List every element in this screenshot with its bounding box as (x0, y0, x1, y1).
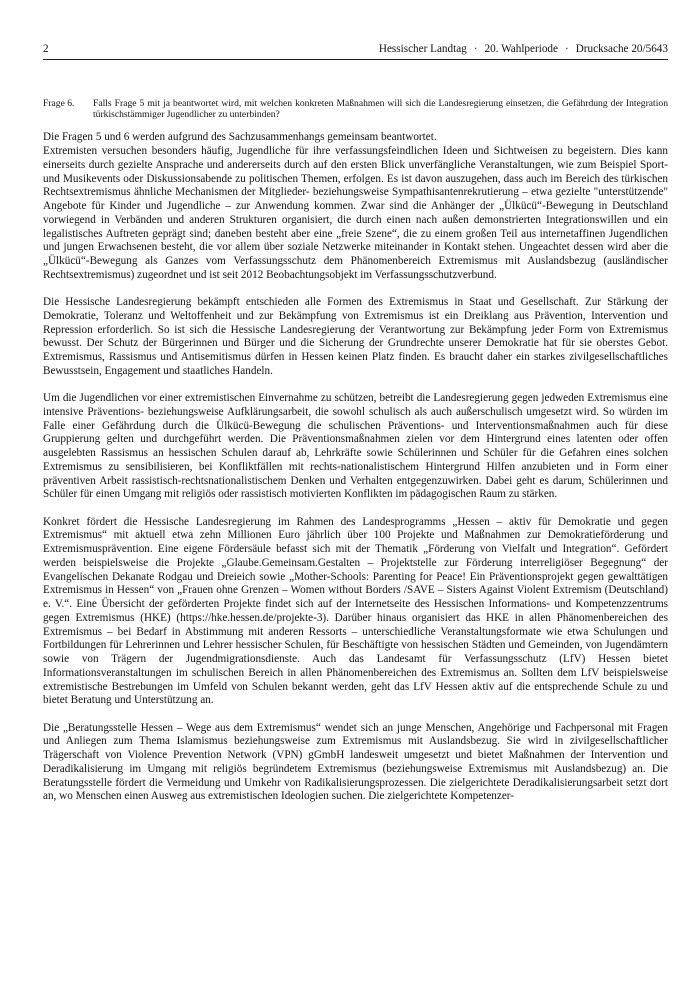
paragraph-spacer (43, 379, 668, 393)
question-block (43, 98, 668, 120)
paragraph-spacer (43, 502, 668, 516)
answer-paragraph: Extremisten versuchen besonders häufig, Jugendliche für ihre verfassungsfeindlichen Ideen und Sichtweisen zu begeistern. Dies kann einerseits durch gezielte Ansprache und andererseits durch auf den ersten Blick unverfängliche Veranstaltungen, wie zum Beispiel Sport- und Musikevents oder Diskussionsabende zu politischen Themen, erfolgen. Es ist davon auszugehen, dass auch im Bereich des türkischen Rechtsextremismus ähnliche Mechanismen der Mitglieder- beziehungsweise Sympathisantenrekrutierung – etwa gezielte "unterstützende" Angebote für Kinder und Jugendliche – zur Anwendung kommen. Zwar sind die Anhänger der „Ülkücü“-Bewegung in Deutschland vorwiegend in Verbänden und anderen Strukturen organisiert, die durch einen nach außen demonstrierten Integrationswillen und ein legalistisches Auftreten geprägt sind; daneben besteht aber eine „freie Szene“, die zu einem großen Teil aus internetaffinen Jugendlichen und jungen Erwachsenen besteht, die vor allem über soziale Netzwerke miteinander in Kontakt stehen. Ungeachtet dessen wird aber die „Ülkücü“-Bewegung als Ganzes vom Verfassungsschutz dem Phänomenbereich Extremismus mit Auslandsbezug (ausländischer Rechtsextremismus) zugeordnet und ist seit 2012 Beobachtungsobjekt im Verfassungsschutzverbund. (43, 145, 668, 281)
page-number: 2 (43, 43, 49, 55)
paragraph-spacer (43, 708, 668, 722)
header-info (379, 42, 668, 56)
header-parliament: Hessischer Landtag (378, 43, 467, 55)
header-legislative-period: 20. Wahlperiode (484, 43, 558, 55)
running-header (43, 42, 668, 60)
paragraph-spacer (43, 283, 668, 297)
document-page (43, 42, 668, 804)
question-text: Falls Frage 5 mit ja beantwortet wird, mit welchen konkreten Maßnahmen will sich die Landesregierung einsetzen, die Gefährdung der Integration türkischstämmiger Jugendlicher zu unterbinden? (93, 98, 668, 121)
header-separator: · (564, 43, 569, 55)
answer-paragraph: Die Hessische Landesregierung bekämpft entschieden alle Formen des Extremismus in Staat und Gesellschaft. Zur Stärkung der Demokratie, Toleranz und Weltoffenheit und zur Bekämpfung von Extremismus ist ein Dreiklang aus Prävention, Intervention und Repression erforderlich. So ist sich die Hessische Landesregierung der Verantwortung zur Bekämpfung jeder Form von Extremismus bewusst. Der Schutz der Bürgerinnen und Bürger und die Sicherung der Grundrechte unserer Demokratie hat für sie oberstes Gebot. Extremismus, Rassismus und Antisemitismus dürfen in Hessen keinen Platz finden. Es braucht daher ein starkes zivilgesellschaftliches Bewusstsein, Engagement und staatliches Handeln. (43, 296, 668, 377)
answer-paragraph: Um die Jugendlichen vor einer extremistischen Einvernahme zu schützen, betreibt die Landesregierung gegen jedweden Extremismus eine intensive Präventions- beziehungsweise Aufklärungsarbeit, die sowohl schulisch als auch außerschulisch umgesetzt wird. So würden im Falle einer Gefährdung durch die Ülkücü-Bewegung die schulischen Präventions- und Interventionsmaßnahmen auch für diese Gruppierung gelten und durchgeführt werden. Die Präventionsmaßnahmen zielen vor dem Hintergrund eines latenten oder offen ausgelebten Rassismus an hessischen Schulen darauf ab, Lehrkräfte sowie Schülerinnen und Schüler für die Gefahren eines solchen Extremismus zu sensibilisieren, bei Konfliktfällen mit rechts-nationalistischem Hintergrund Hilfen anzubieten und in Form einer präventiven Arbeit rassistisch-rechtsnationalistischem Denken und Verhalten entgegenzuwirken. Dabei geht es darum, Schülerinnen und Schüler für einen Umgang mit religiös oder rassistisch motivierten Konflikten im pädagogischen Raum zu stärken. (43, 392, 668, 501)
question-label: Frage 6. (43, 98, 75, 109)
answer-intro: Die Fragen 5 und 6 werden aufgrund des Sachzusammenhangs gemeinsam beantwortet. (43, 131, 437, 144)
header-separator: · (473, 43, 478, 55)
answer-paragraph: Konkret fördert die Hessische Landesregierung im Rahmen des Landesprogramms „Hessen – aktiv für Demokratie und gegen Extremismus“ mit aktuell etwa zehn Millionen Euro jährlich über 100 Projekte und Maßnahmen zur Demokratieförderung und Extremismusprävention. Eine eigene Fördersäule befasst sich mit der Thematik „Förderung von Vielfalt und Integration“. Gefördert werden beispielsweise die Projekte „Glaube.Gemeinsam.Gestalten – Projektstelle zur Förderung interreligiöser Begegnung“ der Evangelischen Dekanate Rodgau und Dreieich sowie „Mother-Schools: Parenting for Peace! Ein Präventionsprojekt gegen gewalttätigen Extremismus in Hessen“ von „Frauen ohne Grenzen – Women without Borders /SAVE – Sisters Against Violent Extremism (Deutschland) e. V.“. Eine Übersicht der geförderten Projekte findet sich auf der Internetseite des Hessischen Informations- und Kompetenzzentrums gegen Extremismus (HKE) (https://hke.hessen.de/projekte-3). Darüber hinaus organisiert das HKE in allen Phänomenbereichen des Extremismus – bei Bedarf in Abstimmung mit anderen Ressorts – unterschiedliche Veranstaltungsformate wie etwa Schulungen und Fortbildungen für Lehrerinnen und Lehrer hessischer Schulen, für Beschäftigte von hessischen Städten und Gemeinden, von Jugendämtern sowie von Trägern der Jugendmigrationsdienste. Auch das Landesamt für Verfassungsschutz (LfV) Hessen bietet Informationsveranstaltungen im schulischen Bereich in allen Phänomenbereichen des Extremismus an. Sollten dem LfV beispielsweise extremistische Bestrebungen im Umfeld von Schulen bekannt werden, geht das LfV Hessen aktiv auf die entsprechende Schule zu und bietet Beratung und Unterstützung an. (43, 515, 668, 707)
answer-paragraph: Die „Beratungsstelle Hessen – Wege aus dem Extremismus“ wendet sich an junge Menschen, Angehörige und Fachpersonal mit Fragen und Anliegen zum Thema Islamismus beziehungsweise zum Extremismus mit Auslandsbezug. Sie wird in zivilgesellschaftlicher Trägerschaft von Violence Prevention Network (VPN) gGmbH landesweit umgesetzt und bietet Maßnahmen der Intervention und Deradikalisierung im Umgang mit religiös begründetem Extremismus (beziehungsweise Extremismus mit Auslandsbezug) an. Die Beratungsstelle fördert die Vermeidung und Umkehr von Radikalisierungsprozessen. Die zielgerichtete Deradikalisierungsarbeit setzt dort an, wo Menschen einen Ausweg aus extremistischen Ideologien suchen. Die zielgerichtete Kompetenzer- (43, 721, 668, 803)
header-document-ref: Drucksache 20/5643 (575, 43, 668, 55)
